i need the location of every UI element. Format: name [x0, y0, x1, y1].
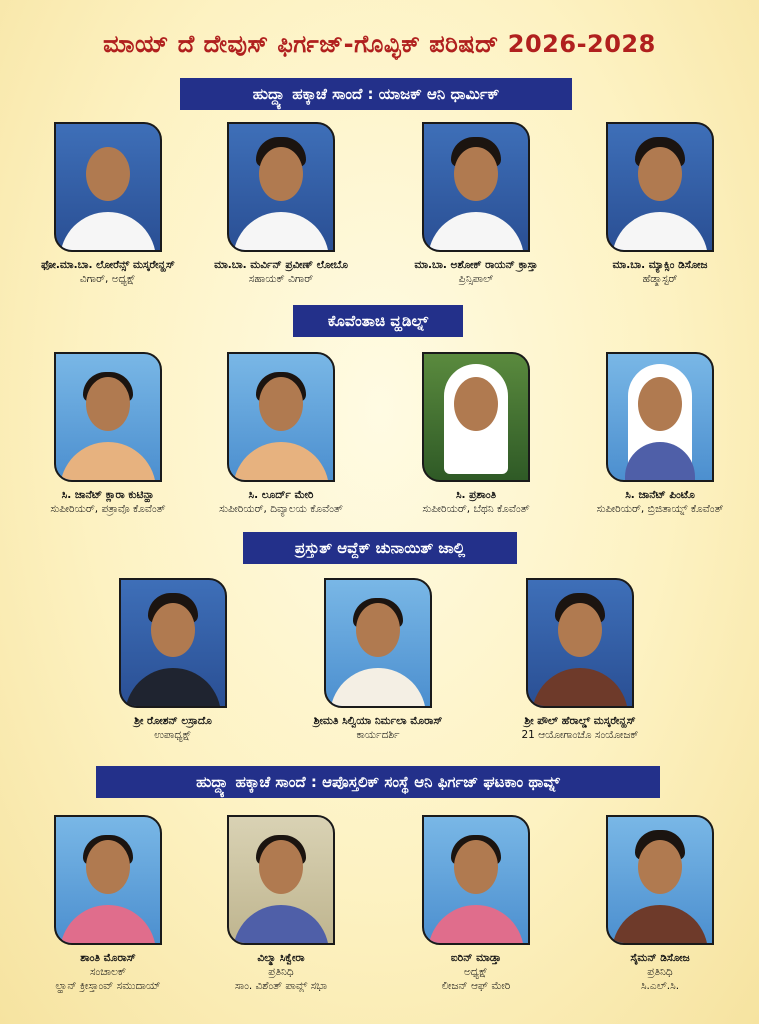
member-role: ಪ್ರಿನ್ಸಿಪಾಲ್ — [458, 273, 494, 285]
member-card — [203, 122, 359, 286]
member-card — [582, 815, 738, 993]
member-role: ಉಪಾಧ್ಯಕ್ಷ್ — [154, 729, 192, 741]
member-role: ಅಧ್ಯಕ್ಷ್ — [463, 966, 489, 978]
member-photo — [324, 578, 432, 708]
member-organization: ಸಿ.ಎಲ್.ಸಿ. — [640, 980, 680, 992]
page-title: ಮಾಯ್ ದೆ ದೇವುಸ್ ಫಿರ್ಗಜ್-ಗೊವ್ಳಿಕ್ ಪರಿಷದ್ 2026-2028 — [103, 30, 656, 58]
member-photo — [227, 352, 335, 482]
member-card — [398, 122, 554, 286]
member-photo — [227, 815, 335, 945]
member-organization: ಸಾಂ. ವಿಶೆಂತ್ ಪಾವ್ಲ್ ಸಭಾ — [234, 980, 328, 992]
member-role: 21 ಆಯೋಗಾಂಚೊ ಸಂಯೋಜಕ್ — [521, 729, 639, 741]
member-card — [398, 352, 554, 516]
member-role: ಸುಪೀರಿಯರ್, ಪತ್ರಾವೊ ಕೊವೆಂತ್ — [50, 503, 166, 515]
member-photo — [54, 815, 162, 945]
member-photo — [119, 578, 227, 708]
member-card — [95, 578, 251, 742]
member-role: ಹೆಡ್ಮಾಸ್ಟರ್ — [642, 273, 678, 285]
section-heading-elected: ಪ್ರಸ್ತುತ್ ಆವ್ದೆಕ್ ಚುನಾಯಿತ್ ಜಾಲ್ಲಿ — [243, 532, 517, 564]
member-photo — [606, 352, 714, 482]
member-card — [490, 578, 670, 742]
member-role: ಕಾರ್ಯದರ್ಶಿ — [356, 729, 400, 741]
member-photo — [54, 352, 162, 482]
member-card — [572, 352, 748, 516]
member-name: ಸಿ. ಪ್ರಶಾಂತಿ — [455, 489, 497, 501]
member-photo — [606, 122, 714, 252]
member-role: ಸುಪೀರಿಯರ್, ಬ್ರಿಜಿತಾಯ್ನ್ ಕೊವೆಂತ್ — [596, 503, 724, 515]
member-role: ವಿಗಾರ್, ಅಧ್ಯಕ್ಷ್ — [79, 273, 137, 285]
member-photo — [227, 122, 335, 252]
member-name: ಶಾಂತಿ ಮೊರಾಸ್ — [80, 952, 136, 964]
member-name: ಶ್ರೀ ಪೌಲ್ ಹೆರಾಲ್ಡ್ ಮಸ್ಕರೇನ್ಹಸ್ — [524, 715, 636, 727]
member-role: ಸುಪೀರಿಯರ್, ದಿವ್ಯಾಲಯ ಕೊವೆಂತ್ — [219, 503, 343, 515]
member-name: ಶ್ರೀ ರೋಶನ್ ಲಸ್ರಾದೊ — [134, 715, 212, 727]
member-card — [203, 352, 359, 516]
member-photo — [54, 122, 162, 252]
member-card — [582, 122, 738, 286]
member-role: ಸುಪೀರಿಯರ್, ಬೆಥನಿ ಕೊವೆಂತ್ — [422, 503, 530, 515]
member-card — [30, 352, 186, 516]
member-card — [288, 578, 468, 742]
member-photo — [526, 578, 634, 708]
member-role: ಪ್ರತಿನಿಧಿ — [647, 966, 673, 978]
member-organization: ಲೀಜನ್ ಆಫ್ ಮೇರಿ — [441, 980, 511, 992]
member-name: ಸೈಮನ್ ಡಿಸೋಜ — [630, 952, 690, 964]
member-name: ಸಿ. ಜಾನೆಟ್ ಪಿಂಟೊ — [625, 489, 695, 501]
member-photo — [422, 352, 530, 482]
member-card — [20, 815, 196, 993]
member-name: ಸಿ. ಜಾನೆಟ್ ಕ್ಲಾರಾ ಕುಟಿನ್ಹಾ — [61, 489, 155, 501]
member-name: ವಿಲ್ಮಾ ಸಿಕ್ವೇರಾ — [257, 952, 305, 964]
member-name: ಐರಿನ್ ಮಾಡ್ತಾ — [450, 952, 502, 964]
member-name: ಮಾ.ಬಾ. ಮರ್ವಿನ್ ಪ್ರವೀಣ್ ಲೋಬೊ — [214, 259, 348, 271]
member-photo — [422, 815, 530, 945]
section-heading-convents: ಕೊವೆಂತಾಚಿ ವ್ಹಡಿಲ್ನ್ — [293, 305, 463, 337]
member-photo — [422, 122, 530, 252]
member-role: ಸಹಾಯಕ್ ವಿಗಾರ್ — [248, 273, 314, 285]
member-organization: ಲ್ಹಾನ್ ಕ್ರೀಸ್ತಾಂವ್ ಸಮುದಾಯ್ — [55, 980, 161, 992]
member-name: ಶ್ರೀಮತಿ ಸಿಲ್ವಿಯಾ ನಿರ್ಮಲಾ ಮೊರಾಸ್ — [313, 715, 443, 727]
member-name: ಮಾ.ಬಾ. ಮ್ಯಾಕ್ಸಿಂ ಡಿಸೋಜ — [612, 259, 708, 271]
section-heading-priests: ಹುದ್ದ್ಯಾ ಹಕ್ಕಾಚೆ ಸಾಂದೆ : ಯಾಜಕ್ ಆನಿ ಧಾರ್ಮಿಕ್ — [180, 78, 572, 110]
member-name: ಮಾ.ಬಾ. ಅಶೋಕ್ ರಾಯನ್ ಕ್ರಾಸ್ತಾ — [414, 259, 538, 271]
member-name: ಫೋ.ಮಾ.ಬಾ. ಲೋರೆನ್ಸ್ ಮಸ್ಕರೇನ್ಹಸ್ — [41, 259, 175, 271]
member-name: ಸಿ. ಲೂರ್ದ್ ಮೇರಿ — [248, 489, 314, 501]
member-role: ಪ್ರತಿನಿಧಿ — [268, 966, 294, 978]
member-photo — [606, 815, 714, 945]
member-card — [30, 122, 186, 286]
member-role: ಸಂಚಾಲಕ್ — [89, 966, 127, 978]
member-card — [388, 815, 564, 993]
member-card — [193, 815, 369, 993]
section-heading-apostolic: ಹುದ್ದ್ಯಾ ಹಕ್ಕಾಚೆ ಸಾಂದೆ : ಆಪೊಸ್ತಲಿಕ್ ಸಂಸ್ಥೆ ಆನಿ ಫಿರ್ಗಜ್ ಘಟಕಾಂ ಥಾವ್ನ್ — [96, 766, 660, 798]
